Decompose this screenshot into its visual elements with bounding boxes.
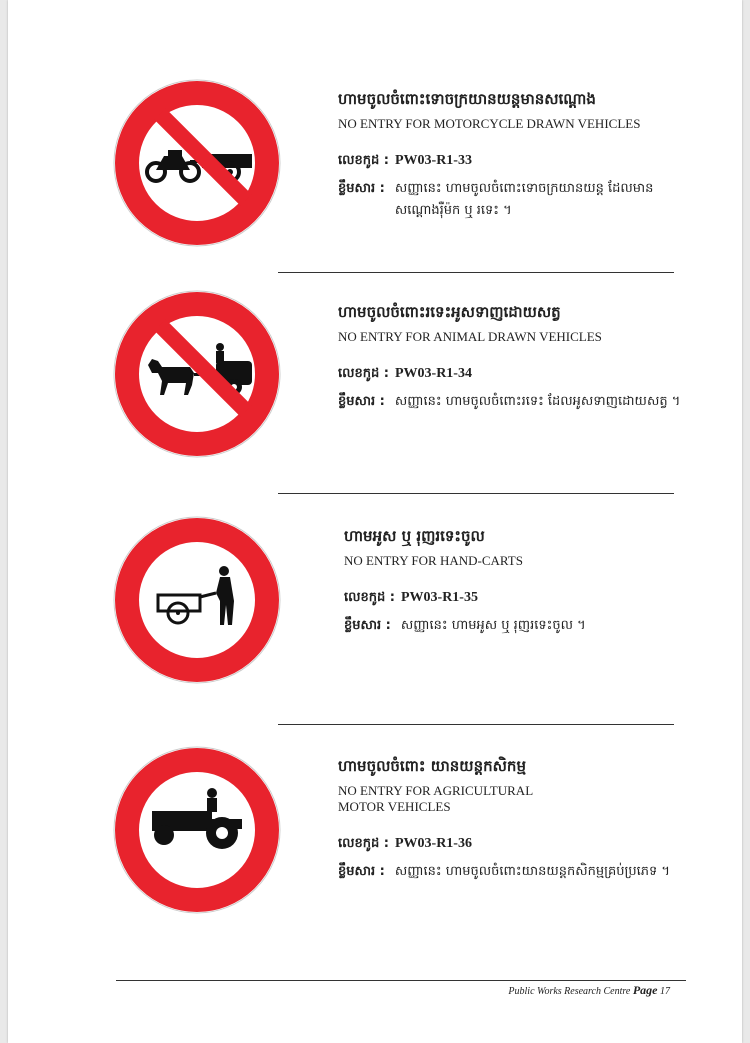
code-label: លេខកូដ : bbox=[338, 366, 389, 381]
meaning-text: សញ្ញានេះ ហាមចូលចំពោះយានយន្តកសិកម្មគ្រប់ប្រភេទ ។ bbox=[394, 864, 670, 879]
code-row bbox=[344, 587, 694, 609]
separator bbox=[278, 272, 674, 273]
footer-page-label: Page bbox=[632, 983, 658, 997]
khmer-title: ហាមចូលចំពោះរទេះអូសទាញដោយសត្វ bbox=[338, 303, 561, 321]
entry-text-4 bbox=[338, 757, 688, 889]
meaning-label: ខ្លឹមសារ : bbox=[338, 394, 385, 409]
khmer-title: ហាមចូលចំពោះ យានយន្តកសិកម្ម bbox=[338, 757, 526, 775]
english-title: NO ENTRY FOR AGRICULTURAL MOTOR VEHICLES bbox=[338, 783, 533, 814]
meaning-text: សញ្ញានេះ ហាមអូស ឬ រុញរទេះចូល ។ bbox=[400, 618, 586, 633]
footer-page-number: 17 bbox=[660, 986, 670, 997]
entry-text-1 bbox=[338, 90, 688, 228]
meaning-label: ខ្លឹមសារ : bbox=[338, 864, 385, 879]
entry-text-2 bbox=[338, 303, 688, 419]
sign-no-animal-drawn-vehicles bbox=[112, 289, 282, 459]
english-title: NO ENTRY FOR HAND-CARTS bbox=[344, 553, 523, 568]
code-label: លេខកូដ : bbox=[344, 590, 395, 605]
code-row bbox=[338, 363, 688, 385]
page-footer bbox=[508, 983, 670, 998]
sign-code: PW03-R1-36 bbox=[394, 836, 472, 851]
english-title: NO ENTRY FOR MOTORCYCLE DRAWN VEHICLES bbox=[338, 116, 641, 131]
code-label: លេខកូដ : bbox=[338, 153, 389, 168]
sign-code: PW03-R1-35 bbox=[400, 590, 478, 605]
english-title: NO ENTRY FOR ANIMAL DRAWN VEHICLES bbox=[338, 329, 602, 344]
code-row bbox=[338, 833, 688, 855]
khmer-title: ហាមចូលចំពោះទោចក្រយានយន្តមានសណ្តោង bbox=[338, 90, 596, 108]
hand-cart-icon bbox=[112, 515, 282, 685]
meaning-label: ខ្លឹមសារ : bbox=[344, 618, 391, 633]
meaning-row bbox=[338, 861, 688, 883]
separator bbox=[278, 724, 674, 725]
sign-no-motorcycle-drawn-vehicles bbox=[112, 78, 282, 248]
meaning-label: ខ្លឹមសារ : bbox=[338, 181, 385, 196]
meaning-row bbox=[338, 178, 688, 222]
footer-org: Public Works Research Centre bbox=[508, 986, 631, 997]
horse-cart-icon bbox=[112, 289, 282, 459]
sign-no-hand-carts bbox=[112, 515, 282, 685]
document-page bbox=[8, 0, 742, 1043]
meaning-text: សញ្ញានេះ ហាមចូលចំពោះទោចក្រយានយន្ត ដែលមានសណ្តោងរ៉ឺម៉ក ឬ រទេះ ។ bbox=[394, 181, 654, 218]
sign-no-agricultural-motor-vehicles bbox=[112, 745, 282, 915]
meaning-row bbox=[338, 391, 688, 413]
code-label: លេខកូដ : bbox=[338, 836, 389, 851]
tractor-icon bbox=[112, 745, 282, 915]
separator bbox=[278, 493, 674, 494]
khmer-title: ហាមអូស ឬ រុញរទេះចូល bbox=[344, 527, 485, 545]
code-row bbox=[338, 150, 688, 172]
sign-code: PW03-R1-33 bbox=[394, 153, 472, 168]
footer-rule bbox=[116, 980, 686, 981]
meaning-row bbox=[344, 615, 694, 637]
motorcycle-trailer-icon bbox=[112, 78, 282, 248]
sign-code: PW03-R1-34 bbox=[394, 366, 472, 381]
entry-text-3 bbox=[344, 527, 694, 643]
meaning-text: សញ្ញានេះ ហាមចូលចំពោះរទេះ ដែលអូសទាញដោយសត្វ ។ bbox=[394, 394, 681, 409]
